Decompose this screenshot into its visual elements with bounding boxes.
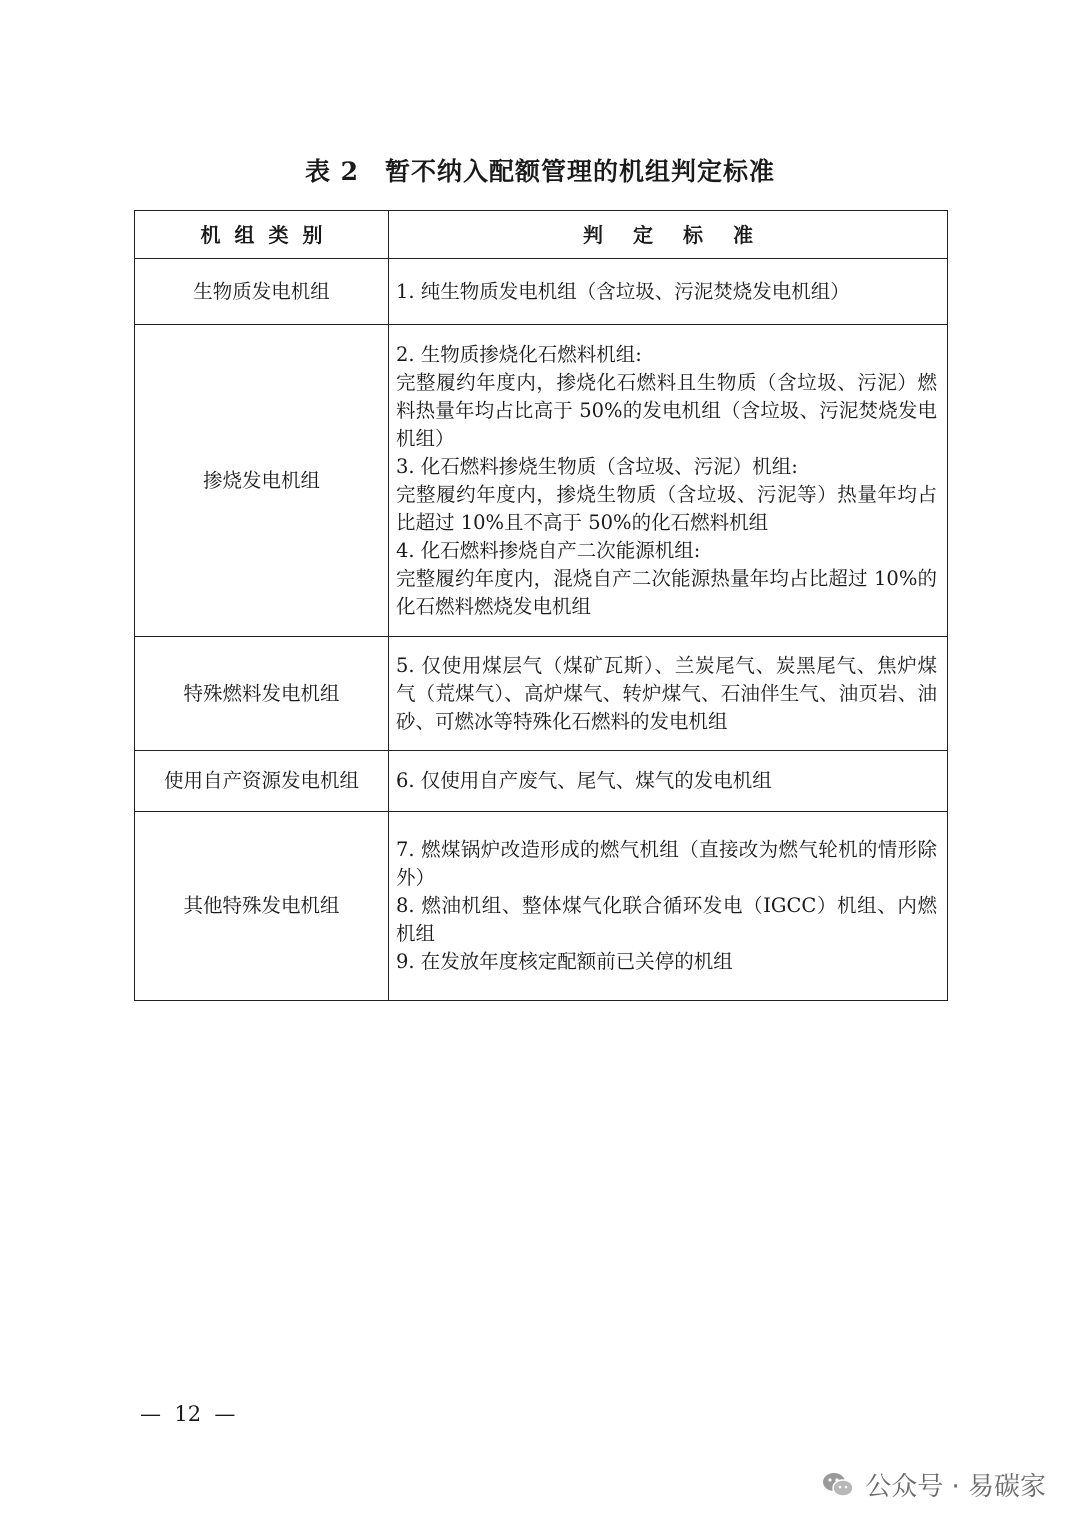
criteria-line: 3. 化石燃料掺烧生物质（含垃圾、污泥）机组: bbox=[396, 454, 798, 478]
watermark-text: 公众号 · 易碳家 bbox=[865, 1472, 1046, 1502]
page-number: — 12 — bbox=[140, 1402, 236, 1426]
page-title: 表 2 暂不纳入配额管理的机组判定标准 bbox=[304, 157, 776, 186]
table-row bbox=[135, 637, 948, 751]
category-cell: 其他特殊发电机组 bbox=[135, 812, 389, 1001]
category-cell: 掺烧发电机组 bbox=[135, 325, 389, 637]
criteria-line: 8. 燃油机组、整体煤气化联合循环发电（IGCC）机组、内燃机组 bbox=[396, 894, 937, 945]
wechat-icon bbox=[821, 1468, 855, 1502]
criteria-cell bbox=[389, 637, 948, 751]
criteria-line: 2. 生物质掺烧化石燃料机组: bbox=[396, 342, 642, 366]
table-row bbox=[135, 751, 948, 812]
criteria-cell bbox=[389, 259, 948, 325]
criteria-cell bbox=[389, 751, 948, 812]
table-row bbox=[135, 259, 948, 325]
category-cell: 生物质发电机组 bbox=[135, 259, 389, 325]
table-row bbox=[135, 325, 948, 637]
criteria-line: 7. 燃煤锅炉改造形成的燃气机组（直接改为燃气轮机的情形除外） bbox=[396, 838, 937, 889]
header-category: 机组类别 bbox=[135, 211, 389, 259]
criteria-line: 完整履约年度内，掺烧化石燃料且生物质（含垃圾、污泥）燃料热量年均占比高于 50%的发电机组（含垃圾、污泥焚烧发电机组） bbox=[396, 370, 937, 450]
table-header-row bbox=[135, 211, 948, 259]
table-row bbox=[135, 812, 948, 1001]
criteria-cell bbox=[389, 325, 948, 637]
criteria-line: 9. 在发放年度核定配额前已关停的机组 bbox=[396, 950, 733, 973]
criteria-line: 完整履约年度内，混烧自产二次能源热量年均占比超过 10%的化石燃料燃烧发电机组 bbox=[396, 566, 937, 618]
header-criteria: 判定标准 bbox=[389, 211, 948, 259]
criteria-table bbox=[134, 210, 948, 1001]
criteria-line: 完整履约年度内，掺烧生物质（含垃圾、污泥等）热量年均占比超过 10%且不高于 50%的化石燃料机组 bbox=[396, 482, 937, 534]
criteria-line: 1. 纯生物质发电机组（含垃圾、污泥焚烧发电机组） bbox=[396, 279, 850, 303]
category-cell: 使用自产资源发电机组 bbox=[135, 751, 389, 812]
category-cell: 特殊燃料发电机组 bbox=[135, 637, 389, 751]
criteria-line: 4. 化石燃料掺烧自产二次能源机组: bbox=[396, 538, 701, 562]
criteria-line: 6. 仅使用自产废气、尾气、煤气的发电机组 bbox=[396, 769, 772, 792]
criteria-cell bbox=[389, 812, 948, 1001]
watermark bbox=[821, 1466, 1046, 1503]
criteria-line: 5. 仅使用煤层气（煤矿瓦斯）、兰炭尾气、炭黑尾气、焦炉煤气（荒煤气）、高炉煤气、转炉煤气、石油伴生气、油页岩、油砂、可燃冰等特殊化石燃料的发电机组 bbox=[396, 653, 937, 733]
